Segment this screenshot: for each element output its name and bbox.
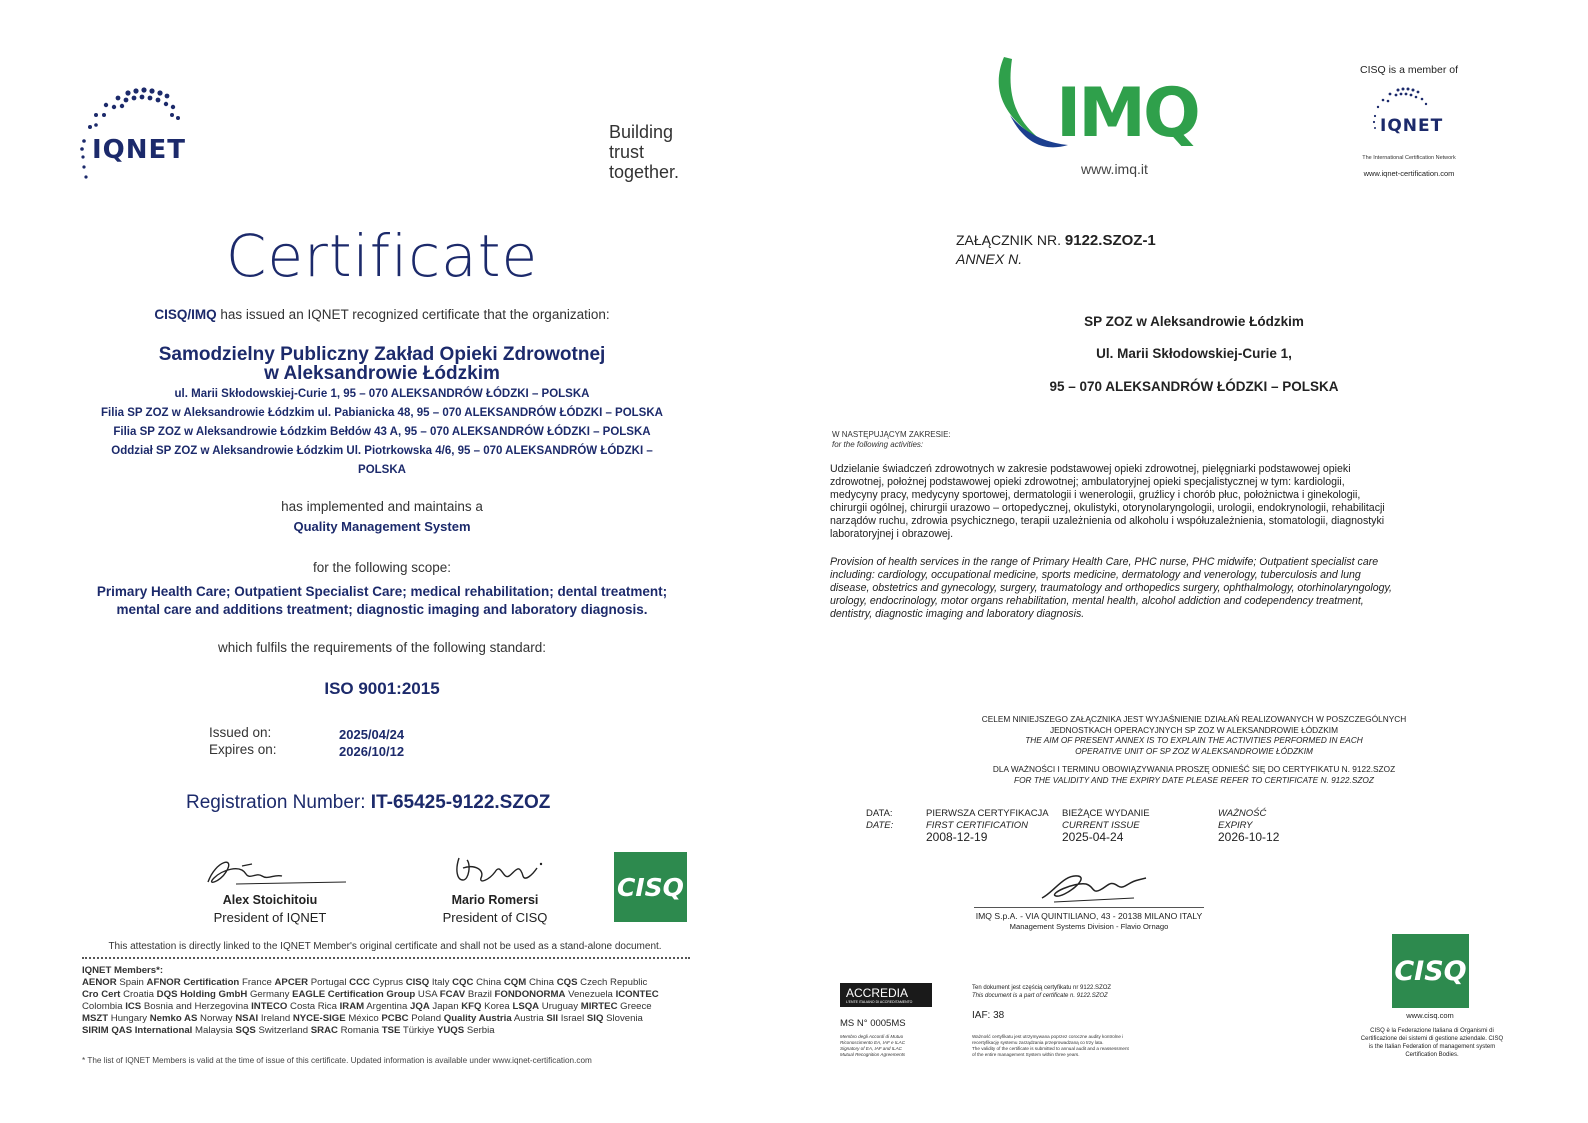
page-title: Certificate: [225, 222, 539, 290]
member-organization: KFQ: [461, 1001, 482, 1012]
footnote: * The list of IQNET Members is valid at the time of issue of this certificate. Updated information is available under www.iqnet-certification.com: [82, 1056, 592, 1065]
annex-part-note-pl: Ten dokument jest częścią certyfikatu nr 9122.SZOZ: [972, 985, 1112, 991]
scope-line: medycyny pracy, medycyny sportowej, dermatologii i wenerologii, gruźlicy i chorób płuc, położnictwa i ginekologii,: [830, 489, 1361, 501]
current-issue: [1062, 808, 1150, 844]
annex-part-note-en: This document is a part of certificate n. 9122.SZOZ: [972, 993, 1108, 999]
iqnet-subtitle: The International Certification Network: [1362, 155, 1456, 161]
address-line: Oddział SP ZOZ w Aleksandrowie Łódzkim Ul. Piotrkowska 4/6, 95 – 070 ALEKSANDRÓW ŁÓDZKI –: [111, 445, 653, 457]
address-line: POLSKA: [358, 464, 406, 476]
scope-line: narządów ruchu, zdrowia psychicznego, terapii uzależnienia od alkoholu i współuzależnienia, stomatologii, diagnostyki: [830, 515, 1385, 527]
expiry-pl: WAŻNOŚĆ: [1218, 808, 1267, 819]
validity-line: FOR THE VALIDITY AND THE EXPIRY DATE PLEASE REFER TO CERTIFICATE N. 9122.SZOZ: [1014, 774, 1374, 785]
member-organization: AENOR: [82, 977, 117, 988]
member-organization: APCER: [274, 977, 309, 988]
cisq-description-line: is the Italian Federation of management system: [1368, 1044, 1496, 1050]
member-organization: LSQA: [512, 1001, 540, 1012]
member-of-text: CISQ is a member of: [1359, 64, 1459, 76]
member-country: Portugal: [310, 977, 347, 988]
cisq-description-line: Certification Bodies.: [1405, 1052, 1459, 1058]
member-country: Cyprus: [372, 977, 404, 988]
scope: [0, 583, 764, 619]
member-country: Bosnia and Herzegovina: [143, 1001, 249, 1012]
member-organization: NSAI: [235, 1013, 259, 1024]
address-line: Filia SP ZOZ w Aleksandrowie Łódzkim ul. Pabianicka 48, 95 – 070 ALEKSANDRÓW ŁÓDZKI – POLSKA: [101, 407, 663, 419]
scope-line: laboratoryjnej i obrazowej.: [830, 528, 954, 540]
registration-label: Registration Number:: [186, 792, 371, 813]
member-organization: SII: [546, 1013, 559, 1024]
scope-line: Provision of health services in the range of Primary Health Care, PHC nurse, PHC midwife; Outpatient specialist care: [830, 556, 1379, 568]
member-country: China: [476, 977, 502, 988]
accredia-logo: [840, 983, 932, 1007]
member-organization: MIRTEC: [580, 1001, 618, 1012]
cisq-logo-text: CISQ: [617, 872, 684, 902]
member-organization: CQS: [556, 977, 578, 988]
scope-line: urology, endocrinology, motor organs rehabilitation, mental health, alcohol addiction and codependency treatment,: [830, 595, 1364, 607]
validity-note-line: of the entire management System within three years.: [972, 1052, 1080, 1057]
member-country: Norway: [200, 1013, 233, 1024]
cisq-description-line: CISQ è la Federazione Italiana di Organismi di: [1370, 1028, 1494, 1034]
scope-label-en: for the following activities:: [832, 440, 924, 449]
expires-label: Expires on:: [209, 742, 277, 757]
member-country: Ireland: [260, 1013, 291, 1024]
member-country: Venezuela: [568, 989, 613, 1000]
scope-line: dentistry, diagnostic imaging and laboratory diagnosis.: [830, 608, 1085, 620]
member-country: Romania: [340, 1025, 380, 1036]
member-organization: INTECO: [251, 1001, 288, 1012]
first-certification-date: 2008-12-19: [926, 830, 988, 844]
member-country: France: [241, 977, 272, 988]
certificate-validity-note: [972, 1034, 1129, 1058]
member-country: Malaysia: [195, 1025, 233, 1036]
cisq-logo: [1392, 934, 1469, 1008]
annex-english: ANNEX N.: [956, 251, 1023, 267]
first-certification-pl: PIERWSZA CERTYFIKACJA: [926, 808, 1049, 819]
scope-line: mental care and additions treatment; diagnostic imaging and laboratory diagnosis.: [116, 602, 648, 617]
scope-line: chirurgii ogólnej, chirurgii urazowo – ortopedycznej, okulistyki, otorynolaryngologii, urologii, endokrynologii, rehabilitacji: [830, 502, 1385, 514]
expiry-en: EXPIRY: [1218, 819, 1253, 831]
signatory-role: President of CISQ: [442, 910, 548, 925]
member-organization: YUQS: [436, 1025, 465, 1036]
expiry-date: 2026-10-12: [1218, 830, 1280, 844]
purpose-line: CELEM NINIEJSZEGO ZAŁĄCZNIKA JEST WYJAŚNIENIE DZIAŁAŃ REALIZOWANYCH W POSZCZEGÓLNYCH: [981, 714, 1407, 724]
member-organization: DQS Holding GmbH: [156, 989, 248, 1000]
member-organization: CISQ: [405, 977, 430, 988]
member-organization: CQM: [503, 977, 527, 988]
member-country: Japan: [432, 1001, 459, 1012]
fulfils-text: which fulfils the requirements of the following standard:: [218, 640, 546, 655]
purpose-line: THE AIM OF PRESENT ANNEX IS TO EXPLAIN THE ACTIVITIES PERFORMED IN EACH: [1025, 735, 1363, 745]
scope-intro: for the following scope:: [312, 560, 452, 575]
signatory-name: Mario Romersi: [451, 893, 539, 907]
accredia-note-line: Membro degli Accordi di Mutuo: [840, 1034, 904, 1039]
member-country: Uruguay: [541, 1001, 579, 1012]
member-country: Hungary: [110, 1013, 148, 1024]
tagline: [609, 122, 679, 182]
annex-part-note: [972, 984, 1111, 1000]
member-organization: JQA: [410, 1001, 430, 1012]
signatory-role: President of IQNET: [213, 910, 327, 925]
issued-label: Issued on:: [209, 725, 272, 740]
member-country: Spain: [119, 977, 144, 988]
cisq-logo: [614, 852, 687, 922]
member-country: Austria: [513, 1013, 544, 1024]
member-organization: FCAV: [439, 989, 466, 1000]
issued-value: 2025/04/24: [339, 727, 405, 742]
imq-logo: IMQ: [1056, 74, 1198, 153]
validity-note: [814, 764, 1574, 785]
scope-line: Primary Health Care; Outpatient Specialist Care; medical rehabilitation; dental treatment;: [96, 584, 668, 599]
issuer-text: has issued an IQNET recognized certificate that the organization:: [216, 307, 610, 322]
date-label: [866, 808, 893, 831]
address-line: ul. Marii Skłodowskiej-Curie 1, 95 – 070 ALEKSANDRÓW ŁÓDZKI – POLSKA: [174, 388, 590, 400]
member-country: Italy: [431, 977, 450, 988]
implemented-text: has implemented and maintains a: [281, 499, 483, 514]
scope-line: zdrowotnej, położnej podstawowej opieki zdrowotnej; ambulatoryjnej opieki specjalistycznej w tym: kardiologii,: [830, 476, 1345, 488]
member-organization: ICS: [125, 1001, 142, 1012]
management-system: Quality Management System: [293, 519, 471, 534]
tagline-line: trust: [609, 142, 645, 162]
annex-label: ZAŁĄCZNIK NR.: [956, 232, 1065, 248]
member-organization: CCC: [349, 977, 370, 988]
tagline-line: together.: [609, 162, 680, 182]
member-country: China: [528, 977, 555, 988]
imq-division: Management Systems Division - Flavio Ornago: [1009, 922, 1169, 931]
organization-name-line: Samodzielny Publiczny Zakład Opieki Zdrowotnej: [158, 344, 606, 365]
member-country: Türkiye: [402, 1025, 435, 1036]
divider: [82, 957, 690, 959]
address-line: Filia SP ZOZ w Aleksandrowie Łódzkim Bełdów 43 A, 95 – 070 ALEKSANDRÓW ŁÓDZKI – POLSKA: [113, 426, 651, 438]
issuer-statement: [0, 307, 764, 322]
member-organization: NYCE-SIGE: [292, 1013, 346, 1024]
issuer-name: CISQ/IMQ: [154, 307, 217, 322]
registration-number: [186, 792, 550, 814]
accredia-logo-text: ACCREDIA: [846, 986, 909, 1000]
iqnet-logo-text: IQNET: [92, 135, 187, 165]
scope-line: disease, obstetrics and gynecology, surgery, traumatology and orthopedics surgery, ophthalmology, otorhinolaryngology,: [830, 582, 1392, 594]
ms-number: MS N° 0005MS: [840, 1018, 906, 1029]
member-organization: IRAM: [339, 1001, 365, 1012]
date-label-pl: DATA:: [866, 808, 893, 819]
standard: ISO 9001:2015: [324, 679, 440, 698]
member-country: Brazil: [467, 989, 492, 1000]
members-rows: [82, 977, 702, 1037]
validity-note-line: The validity of the certificate is submitted to annual audit and a reassessment: [972, 1046, 1129, 1051]
member-organization: EAGLE Certification Group: [292, 989, 416, 1000]
members-list: [82, 965, 702, 1037]
current-issue-pl: BIEŻĄCE WYDANIE: [1062, 808, 1150, 819]
accredia-note-line: Signatory of EA, IAF and ILAC: [840, 1046, 902, 1051]
member-organization: AFNOR Certification: [146, 977, 240, 988]
validity-line: DLA WAŻNOŚCI I TERMINU OBOWIĄZYWANIA PROSZĘ ODNIEŚĆ SIĘ DO CERTYFIKATU N. 9122.SZOZ: [992, 764, 1396, 774]
member-organization: SIRIM QAS International: [82, 1025, 193, 1036]
member-organization: FONDONORMA: [494, 989, 566, 1000]
scope-english: [830, 556, 1530, 621]
member-country: Serbia: [466, 1025, 495, 1036]
signature-romersi: [445, 850, 555, 892]
validity-note-line: recertyfikację systemu zarządzania przeprowadzaną co trzy lata.: [972, 1040, 1104, 1045]
signature-ornago: [1034, 862, 1154, 907]
members-row: [82, 1001, 702, 1013]
iqnet-dots-icon: [76, 85, 216, 180]
member-organization: Quality Austria: [443, 1013, 512, 1024]
member-country: Israel: [560, 1013, 585, 1024]
member-country: México: [348, 1013, 379, 1024]
members-row: [82, 1013, 702, 1025]
member-country: Colombia: [82, 1001, 123, 1012]
organization-name-line: w Aleksandrowie Łódzkim: [264, 363, 500, 384]
member-organization: Cro Cert: [82, 989, 121, 1000]
imq-url: www.imq.it: [1081, 161, 1148, 177]
cisq-description-line: Certificazione dei sistemi di gestione aziendale. CISQ: [1360, 1036, 1504, 1042]
members-title: IQNET Members*:: [82, 965, 164, 976]
members-row: [82, 989, 702, 1001]
purpose-line: OPERATIVE UNIT OF SP ZOZ W ALEKSANDROWIE ŁÓDZKIM: [1075, 745, 1313, 756]
member-country: USA: [417, 989, 438, 1000]
addresses: [0, 385, 764, 480]
member-organization: CQC: [452, 977, 474, 988]
scope-line: including: cardiology, occupational medicine, sports medicine, dermatology and venerology, tuberculosis and lung: [830, 569, 1361, 581]
expires-value: 2026/10/12: [339, 744, 405, 759]
organization-name: SP ZOZ w Aleksandrowie Łódzkim: [1084, 314, 1304, 329]
members-row: [82, 977, 702, 989]
accredia-note-line: Mutual Recognition Agreements: [840, 1052, 906, 1057]
organization-city: 95 – 070 ALEKSANDRÓW ŁÓDZKI – POLSKA: [1049, 379, 1339, 394]
member-country: Poland: [411, 1013, 442, 1024]
member-organization: Nemko AS: [149, 1013, 198, 1024]
member-country: Slovenia: [606, 1013, 643, 1024]
member-organization: SQS: [235, 1025, 256, 1036]
current-issue-date: 2025-04-24: [1062, 830, 1124, 844]
cisq-logo-text: CISQ: [1394, 955, 1467, 987]
member-country: Germany: [249, 989, 290, 1000]
signature-stoichitoiu: [196, 852, 351, 894]
annex-number: [956, 232, 1156, 249]
signature-line: [974, 907, 1204, 908]
member-organization: ICONTEC: [615, 989, 659, 1000]
accredia-note-line: Riconoscimento EA, IAF e ILAC: [840, 1040, 906, 1045]
organization-address: Ul. Marii Skłodowskiej-Curie 1,: [1096, 346, 1292, 361]
cisq-description: [1342, 1027, 1522, 1059]
member-country: Korea: [484, 1001, 510, 1012]
imq-address: IMQ S.p.A. - VIA QUINTILIANO, 43 - 20138 MILANO ITALY: [975, 911, 1203, 921]
annex-page: [794, 0, 1588, 1123]
member-country: Croatia: [123, 989, 154, 1000]
member-organization: MSZT: [82, 1013, 109, 1024]
attestation-note: This attestation is directly linked to the IQNET Member's original certificate and shall not be used as a stand-alone document.: [108, 941, 662, 952]
scope-label-pl: W NASTĘPUJĄCYM ZAKRESIE:: [832, 430, 951, 439]
member-organization: PCBC: [381, 1013, 409, 1024]
date-label-en: DATE:: [866, 819, 894, 831]
member-organization: SIQ: [586, 1013, 604, 1024]
cisq-url: www.cisq.com: [1406, 1011, 1454, 1020]
member-country: Czech Republic: [580, 977, 648, 988]
member-country: Greece: [620, 1001, 652, 1012]
members-row: [82, 1025, 702, 1037]
member-country: Switzerland: [258, 1025, 309, 1036]
registration-value: IT-65425-9122.SZOZ: [370, 792, 551, 813]
scope-line: Udzielanie świadczeń zdrowotnych w zakresie podstawowej opieki zdrowotnej, pielęgniarki podstawowej opieki: [830, 463, 1351, 475]
annex-value: 9122.SZOZ-1: [1064, 232, 1156, 249]
scope-polish: [830, 463, 1530, 541]
signatory-name: Alex Stoichitoiu: [222, 893, 318, 907]
accredia-logo-subtext: L'ENTE ITALIANO DI ACCREDITAMENTO: [846, 1000, 913, 1004]
organization-name: [0, 345, 764, 383]
member-organization: SRAC: [310, 1025, 338, 1036]
iqnet-url: www.iqnet-certification.com: [1363, 169, 1455, 178]
expiry: [1218, 808, 1279, 844]
annex-purpose: [814, 714, 1574, 756]
validity-note-line: Ważność certyfikatu jest utrzymywana poprzez coroczne audity kontrolne i: [972, 1034, 1124, 1039]
iqnet-logo: [76, 85, 216, 180]
current-issue-en: CURRENT ISSUE: [1062, 819, 1140, 831]
first-certification: [926, 808, 1049, 844]
member-country: Argentina: [366, 1001, 408, 1012]
accredia-note: [840, 1034, 905, 1058]
tagline-line: Building: [609, 122, 674, 142]
purpose-line: JEDNOSTKACH OPERACYJNYCH SP ZOZ W ALEKSANDROWIE ŁÓDZKIM: [1050, 724, 1338, 735]
iaf-code: IAF: 38: [972, 1010, 1005, 1021]
member-country: Costa Rica: [290, 1001, 337, 1012]
member-organization: TSE: [381, 1025, 401, 1036]
iqnet-logo-text: IQNET: [1380, 116, 1444, 136]
first-certification-en: FIRST CERTIFICATION: [926, 819, 1029, 831]
